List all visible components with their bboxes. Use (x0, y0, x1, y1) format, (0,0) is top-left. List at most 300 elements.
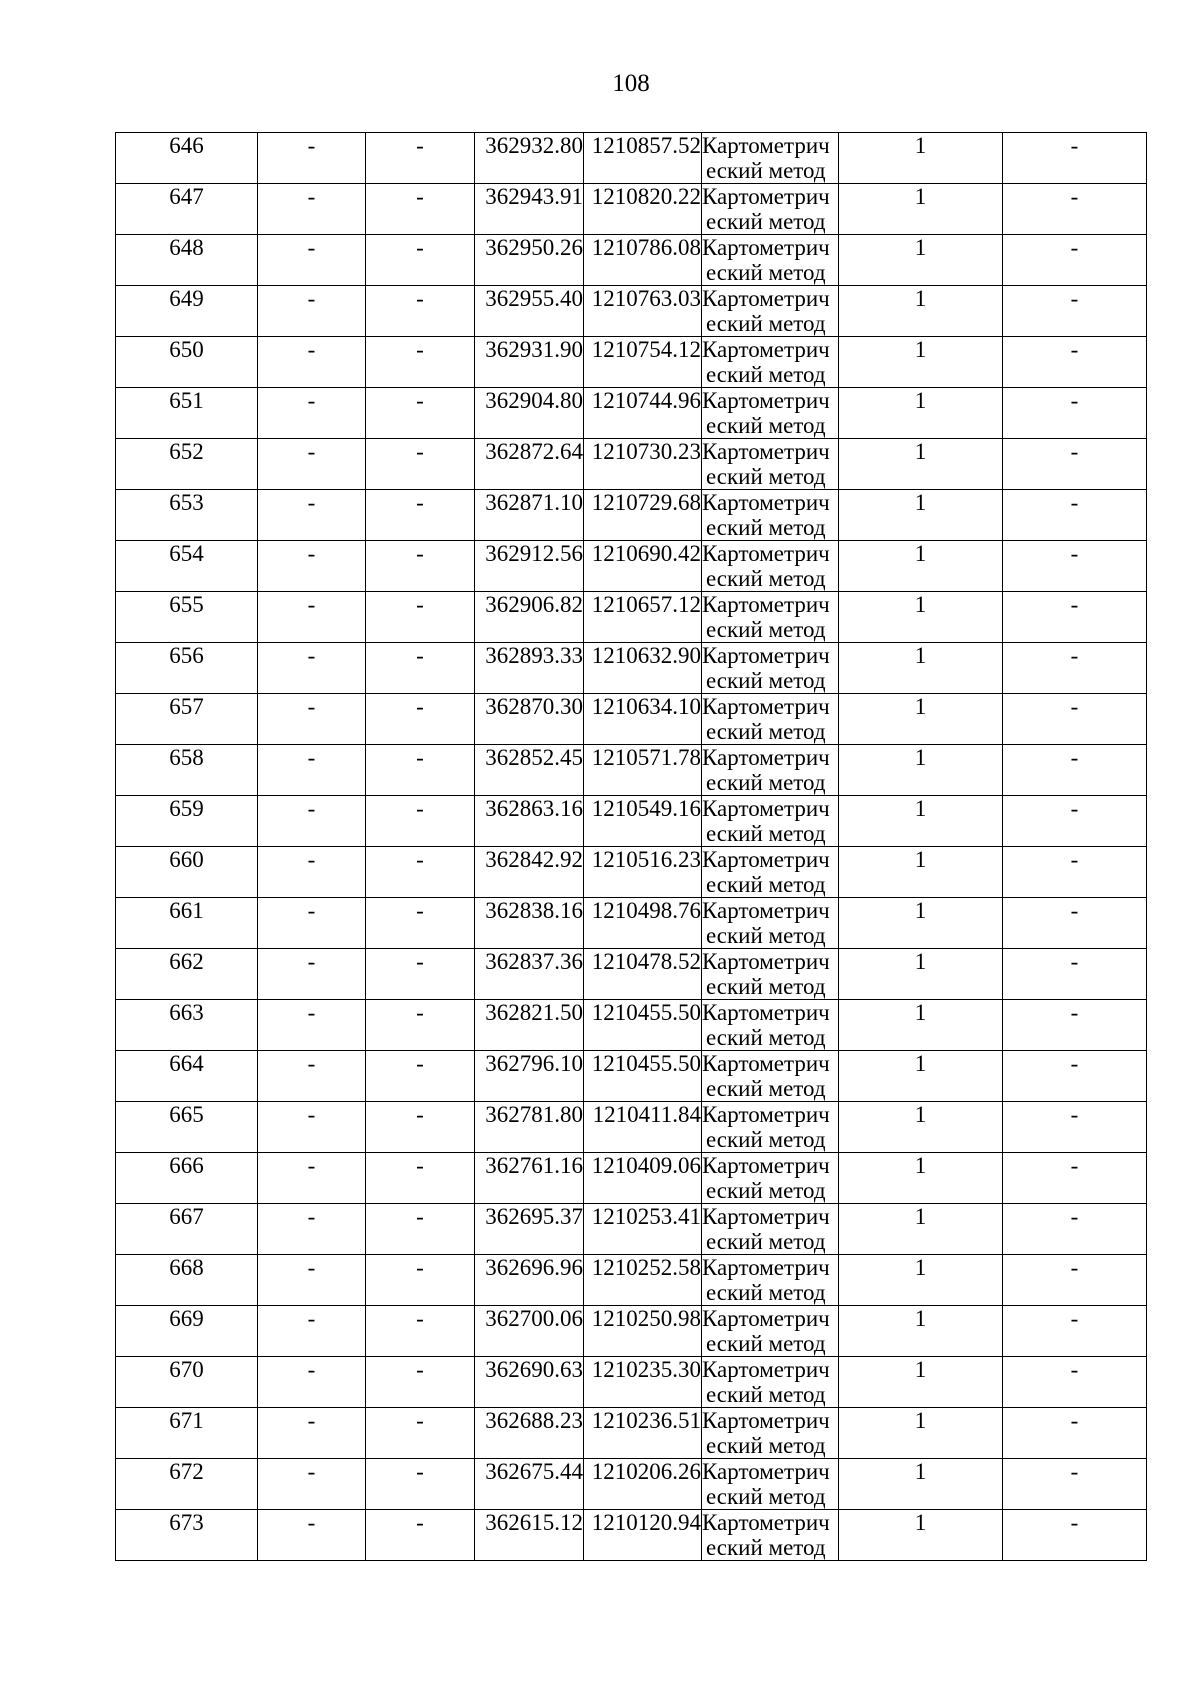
method-text-line-1: Картометрич (702, 235, 830, 260)
y-coordinate-cell: 1210857.52 (584, 133, 702, 184)
empty-dash-cell: - (1003, 1255, 1147, 1306)
empty-dash-cell: - (366, 1306, 475, 1357)
point-number-cell: 650 (116, 337, 258, 388)
method-text-line-2: еский метод (706, 1076, 826, 1101)
x-coordinate-cell: 362675.44 (475, 1459, 584, 1510)
point-number-cell: 663 (116, 1000, 258, 1051)
value-cell: 1 (839, 1051, 1003, 1102)
method-cell (702, 1357, 839, 1408)
empty-dash-cell: - (258, 694, 366, 745)
y-coordinate-cell: 1210820.22 (584, 184, 702, 235)
value-cell: 1 (839, 1102, 1003, 1153)
y-coordinate-cell: 1210754.12 (584, 337, 702, 388)
table-row (116, 1510, 1147, 1561)
empty-dash-cell: - (1003, 490, 1147, 541)
x-coordinate-cell: 362796.10 (475, 1051, 584, 1102)
empty-dash-cell: - (366, 796, 475, 847)
method-text-line-1: Картометрич (702, 1000, 830, 1025)
method-text-line-1: Картометрич (702, 1459, 830, 1484)
x-coordinate-cell: 362931.90 (475, 337, 584, 388)
point-number-cell: 669 (116, 1306, 258, 1357)
y-coordinate-cell: 1210730.23 (584, 439, 702, 490)
method-text-line-1: Картометрич (702, 949, 830, 974)
point-number-cell: 671 (116, 1408, 258, 1459)
x-coordinate-cell: 362870.30 (475, 694, 584, 745)
x-coordinate-cell: 362950.26 (475, 235, 584, 286)
value-cell: 1 (839, 745, 1003, 796)
table-row (116, 388, 1147, 439)
empty-dash-cell: - (258, 1357, 366, 1408)
method-text-line-1: Картометрич (702, 1255, 830, 1280)
y-coordinate-cell: 1210498.76 (584, 898, 702, 949)
y-coordinate-cell: 1210549.16 (584, 796, 702, 847)
method-text-line-2: еский метод (706, 923, 826, 948)
value-cell: 1 (839, 1408, 1003, 1459)
method-text-line-1: Картометрич (702, 1102, 830, 1127)
x-coordinate-cell: 362904.80 (475, 388, 584, 439)
method-text-line-1: Картометрич (702, 337, 830, 362)
point-number-cell: 659 (116, 796, 258, 847)
method-text-line-2: еский метод (706, 209, 826, 234)
point-number-cell: 664 (116, 1051, 258, 1102)
x-coordinate-cell: 362695.37 (475, 1204, 584, 1255)
y-coordinate-cell: 1210634.10 (584, 694, 702, 745)
x-coordinate-cell: 362700.06 (475, 1306, 584, 1357)
y-coordinate-cell: 1210516.23 (584, 847, 702, 898)
method-text-line-2: еский метод (706, 1280, 826, 1305)
empty-dash-cell: - (1003, 694, 1147, 745)
method-text-line-2: еский метод (706, 1433, 826, 1458)
table-row (116, 949, 1147, 1000)
method-cell (702, 235, 839, 286)
method-text-line-2: еский метод (706, 617, 826, 642)
coordinates-table (115, 132, 1147, 1561)
empty-dash-cell: - (258, 1306, 366, 1357)
x-coordinate-cell: 362872.64 (475, 439, 584, 490)
value-cell: 1 (839, 847, 1003, 898)
y-coordinate-cell: 1210120.94 (584, 1510, 702, 1561)
y-coordinate-cell: 1210455.50 (584, 1051, 702, 1102)
method-cell (702, 1255, 839, 1306)
x-coordinate-cell: 362842.92 (475, 847, 584, 898)
y-coordinate-cell: 1210632.90 (584, 643, 702, 694)
method-text-line-1: Картометрич (702, 1357, 830, 1382)
empty-dash-cell: - (258, 439, 366, 490)
value-cell: 1 (839, 490, 1003, 541)
table-row (116, 1306, 1147, 1357)
empty-dash-cell: - (1003, 1306, 1147, 1357)
x-coordinate-cell: 362690.63 (475, 1357, 584, 1408)
y-coordinate-cell: 1210411.84 (584, 1102, 702, 1153)
value-cell: 1 (839, 1204, 1003, 1255)
empty-dash-cell: - (1003, 235, 1147, 286)
empty-dash-cell: - (258, 949, 366, 1000)
table-row (116, 235, 1147, 286)
x-coordinate-cell: 362932.80 (475, 133, 584, 184)
empty-dash-cell: - (366, 592, 475, 643)
value-cell: 1 (839, 1306, 1003, 1357)
empty-dash-cell: - (366, 1459, 475, 1510)
x-coordinate-cell: 362781.80 (475, 1102, 584, 1153)
method-cell (702, 1102, 839, 1153)
y-coordinate-cell: 1210455.50 (584, 1000, 702, 1051)
empty-dash-cell: - (1003, 745, 1147, 796)
empty-dash-cell: - (258, 847, 366, 898)
method-text-line-2: еский метод (706, 362, 826, 387)
method-text-line-1: Картометрич (702, 592, 830, 617)
x-coordinate-cell: 362893.33 (475, 643, 584, 694)
method-text-line-1: Картометрич (702, 1153, 830, 1178)
y-coordinate-cell: 1210690.42 (584, 541, 702, 592)
point-number-cell: 667 (116, 1204, 258, 1255)
point-number-cell: 648 (116, 235, 258, 286)
y-coordinate-cell: 1210252.58 (584, 1255, 702, 1306)
method-cell (702, 796, 839, 847)
method-text-line-2: еский метод (706, 413, 826, 438)
x-coordinate-cell: 362761.16 (475, 1153, 584, 1204)
method-cell (702, 694, 839, 745)
method-text-line-2: еский метод (706, 974, 826, 999)
method-cell (702, 1153, 839, 1204)
method-text-line-1: Картометрич (702, 184, 830, 209)
table-row (116, 745, 1147, 796)
empty-dash-cell: - (366, 1408, 475, 1459)
method-text-line-1: Картометрич (702, 439, 830, 464)
empty-dash-cell: - (366, 1000, 475, 1051)
value-cell: 1 (839, 898, 1003, 949)
table-row (116, 643, 1147, 694)
method-cell (702, 1000, 839, 1051)
empty-dash-cell: - (1003, 949, 1147, 1000)
table-row (116, 1357, 1147, 1408)
method-cell (702, 745, 839, 796)
method-text-line-1: Картометрич (702, 1204, 830, 1229)
x-coordinate-cell: 362838.16 (475, 898, 584, 949)
point-number-cell: 649 (116, 286, 258, 337)
empty-dash-cell: - (366, 541, 475, 592)
method-text-line-2: еский метод (706, 1535, 826, 1560)
point-number-cell: 646 (116, 133, 258, 184)
y-coordinate-cell: 1210250.98 (584, 1306, 702, 1357)
method-text-line-1: Картометрич (702, 286, 830, 311)
empty-dash-cell: - (366, 337, 475, 388)
y-coordinate-cell: 1210657.12 (584, 592, 702, 643)
method-cell (702, 541, 839, 592)
empty-dash-cell: - (366, 745, 475, 796)
table-row (116, 133, 1147, 184)
method-text-line-1: Картометрич (702, 847, 830, 872)
value-cell: 1 (839, 1459, 1003, 1510)
method-cell (702, 592, 839, 643)
empty-dash-cell: - (366, 1255, 475, 1306)
method-cell (702, 337, 839, 388)
table-row (116, 1459, 1147, 1510)
point-number-cell: 656 (116, 643, 258, 694)
empty-dash-cell: - (258, 592, 366, 643)
empty-dash-cell: - (366, 133, 475, 184)
table-row (116, 592, 1147, 643)
method-cell (702, 898, 839, 949)
point-number-cell: 661 (116, 898, 258, 949)
method-cell (702, 1204, 839, 1255)
method-text-line-1: Картометрич (702, 745, 830, 770)
x-coordinate-cell: 362821.50 (475, 1000, 584, 1051)
method-text-line-2: еский метод (706, 311, 826, 336)
x-coordinate-cell: 362871.10 (475, 490, 584, 541)
empty-dash-cell: - (1003, 133, 1147, 184)
point-number-cell: 653 (116, 490, 258, 541)
method-text-line-1: Картометрич (702, 1051, 830, 1076)
point-number-cell: 662 (116, 949, 258, 1000)
value-cell: 1 (839, 694, 1003, 745)
value-cell: 1 (839, 1153, 1003, 1204)
empty-dash-cell: - (258, 1153, 366, 1204)
method-text-line-2: еский метод (706, 1127, 826, 1152)
empty-dash-cell: - (1003, 847, 1147, 898)
empty-dash-cell: - (1003, 184, 1147, 235)
value-cell: 1 (839, 1000, 1003, 1051)
empty-dash-cell: - (1003, 1357, 1147, 1408)
empty-dash-cell: - (366, 235, 475, 286)
point-number-cell: 655 (116, 592, 258, 643)
value-cell: 1 (839, 796, 1003, 847)
method-cell (702, 847, 839, 898)
empty-dash-cell: - (1003, 439, 1147, 490)
empty-dash-cell: - (1003, 1051, 1147, 1102)
table-row (116, 1102, 1147, 1153)
method-text-line-1: Картометрич (702, 796, 830, 821)
point-number-cell: 668 (116, 1255, 258, 1306)
value-cell: 1 (839, 286, 1003, 337)
x-coordinate-cell: 362906.82 (475, 592, 584, 643)
empty-dash-cell: - (258, 898, 366, 949)
table-row (116, 337, 1147, 388)
method-cell (702, 1051, 839, 1102)
empty-dash-cell: - (258, 796, 366, 847)
y-coordinate-cell: 1210478.52 (584, 949, 702, 1000)
empty-dash-cell: - (258, 184, 366, 235)
method-text-line-2: еский метод (706, 872, 826, 897)
empty-dash-cell: - (1003, 1510, 1147, 1561)
table-row (116, 1204, 1147, 1255)
method-text-line-2: еский метод (706, 1229, 826, 1254)
method-cell (702, 184, 839, 235)
method-text-line-2: еский метод (706, 158, 826, 183)
value-cell: 1 (839, 337, 1003, 388)
y-coordinate-cell: 1210235.30 (584, 1357, 702, 1408)
value-cell: 1 (839, 541, 1003, 592)
table-row (116, 541, 1147, 592)
empty-dash-cell: - (366, 1051, 475, 1102)
table-row (116, 694, 1147, 745)
y-coordinate-cell: 1210786.08 (584, 235, 702, 286)
empty-dash-cell: - (258, 1000, 366, 1051)
method-text-line-2: еский метод (706, 566, 826, 591)
method-cell (702, 1459, 839, 1510)
y-coordinate-cell: 1210236.51 (584, 1408, 702, 1459)
method-cell (702, 1408, 839, 1459)
empty-dash-cell: - (1003, 796, 1147, 847)
x-coordinate-cell: 362955.40 (475, 286, 584, 337)
value-cell: 1 (839, 643, 1003, 694)
method-text-line-1: Картометрич (702, 133, 830, 158)
method-text-line-2: еский метод (706, 668, 826, 693)
empty-dash-cell: - (1003, 898, 1147, 949)
empty-dash-cell: - (258, 1510, 366, 1561)
empty-dash-cell: - (366, 898, 475, 949)
table-row (116, 1255, 1147, 1306)
table-row (116, 184, 1147, 235)
empty-dash-cell: - (366, 490, 475, 541)
empty-dash-cell: - (366, 439, 475, 490)
method-cell (702, 949, 839, 1000)
empty-dash-cell: - (1003, 1408, 1147, 1459)
point-number-cell: 654 (116, 541, 258, 592)
empty-dash-cell: - (258, 490, 366, 541)
point-number-cell: 660 (116, 847, 258, 898)
y-coordinate-cell: 1210763.03 (584, 286, 702, 337)
empty-dash-cell: - (1003, 1102, 1147, 1153)
method-text-line-2: еский метод (706, 260, 826, 285)
empty-dash-cell: - (258, 133, 366, 184)
table-row (116, 1408, 1147, 1459)
empty-dash-cell: - (366, 1204, 475, 1255)
empty-dash-cell: - (258, 541, 366, 592)
table-row (116, 898, 1147, 949)
method-text-line-1: Картометрич (702, 898, 830, 923)
x-coordinate-cell: 362863.16 (475, 796, 584, 847)
table-row (116, 286, 1147, 337)
method-text-line-1: Картометрич (702, 1408, 830, 1433)
y-coordinate-cell: 1210744.96 (584, 388, 702, 439)
empty-dash-cell: - (1003, 286, 1147, 337)
point-number-cell: 666 (116, 1153, 258, 1204)
y-coordinate-cell: 1210729.68 (584, 490, 702, 541)
empty-dash-cell: - (258, 337, 366, 388)
empty-dash-cell: - (258, 235, 366, 286)
value-cell: 1 (839, 133, 1003, 184)
empty-dash-cell: - (366, 388, 475, 439)
empty-dash-cell: - (366, 1102, 475, 1153)
empty-dash-cell: - (366, 286, 475, 337)
empty-dash-cell: - (1003, 1153, 1147, 1204)
empty-dash-cell: - (366, 1357, 475, 1408)
table-body (116, 133, 1147, 1561)
method-cell (702, 643, 839, 694)
table-row (116, 847, 1147, 898)
value-cell: 1 (839, 949, 1003, 1000)
value-cell: 1 (839, 1357, 1003, 1408)
method-text-line-2: еский метод (706, 1382, 826, 1407)
y-coordinate-cell: 1210206.26 (584, 1459, 702, 1510)
method-text-line-1: Картометрич (702, 388, 830, 413)
empty-dash-cell: - (366, 643, 475, 694)
empty-dash-cell: - (258, 1255, 366, 1306)
method-text-line-1: Картометрич (702, 1510, 830, 1535)
empty-dash-cell: - (1003, 388, 1147, 439)
y-coordinate-cell: 1210409.06 (584, 1153, 702, 1204)
empty-dash-cell: - (366, 847, 475, 898)
empty-dash-cell: - (1003, 592, 1147, 643)
y-coordinate-cell: 1210571.78 (584, 745, 702, 796)
method-text-line-2: еский метод (706, 1331, 826, 1356)
method-cell (702, 1306, 839, 1357)
empty-dash-cell: - (1003, 1459, 1147, 1510)
table-row (116, 1051, 1147, 1102)
value-cell: 1 (839, 592, 1003, 643)
empty-dash-cell: - (1003, 337, 1147, 388)
method-text-line-2: еский метод (706, 515, 826, 540)
method-text-line-2: еский метод (706, 719, 826, 744)
empty-dash-cell: - (366, 1153, 475, 1204)
x-coordinate-cell: 362912.56 (475, 541, 584, 592)
method-text-line-2: еский метод (706, 770, 826, 795)
method-text-line-1: Картометрич (702, 694, 830, 719)
point-number-cell: 673 (116, 1510, 258, 1561)
method-cell (702, 1510, 839, 1561)
empty-dash-cell: - (366, 184, 475, 235)
point-number-cell: 651 (116, 388, 258, 439)
method-text-line-2: еский метод (706, 1025, 826, 1050)
empty-dash-cell: - (366, 694, 475, 745)
method-cell (702, 439, 839, 490)
empty-dash-cell: - (258, 1408, 366, 1459)
method-text-line-1: Картометрич (702, 643, 830, 668)
method-cell (702, 286, 839, 337)
y-coordinate-cell: 1210253.41 (584, 1204, 702, 1255)
empty-dash-cell: - (366, 1510, 475, 1561)
empty-dash-cell: - (258, 745, 366, 796)
method-text-line-2: еский метод (706, 1484, 826, 1509)
method-text-line-1: Картометрич (702, 1306, 830, 1331)
empty-dash-cell: - (1003, 1000, 1147, 1051)
empty-dash-cell: - (258, 1051, 366, 1102)
empty-dash-cell: - (258, 1204, 366, 1255)
value-cell: 1 (839, 1255, 1003, 1306)
table-row (116, 490, 1147, 541)
point-number-cell: 672 (116, 1459, 258, 1510)
method-text-line-2: еский метод (706, 1178, 826, 1203)
empty-dash-cell: - (258, 643, 366, 694)
point-number-cell: 657 (116, 694, 258, 745)
method-cell (702, 388, 839, 439)
method-text-line-2: еский метод (706, 821, 826, 846)
x-coordinate-cell: 362696.96 (475, 1255, 584, 1306)
point-number-cell: 670 (116, 1357, 258, 1408)
table-row (116, 1153, 1147, 1204)
x-coordinate-cell: 362688.23 (475, 1408, 584, 1459)
point-number-cell: 658 (116, 745, 258, 796)
empty-dash-cell: - (1003, 643, 1147, 694)
table-row (116, 1000, 1147, 1051)
point-number-cell: 652 (116, 439, 258, 490)
x-coordinate-cell: 362615.12 (475, 1510, 584, 1561)
empty-dash-cell: - (258, 1102, 366, 1153)
point-number-cell: 647 (116, 184, 258, 235)
empty-dash-cell: - (258, 388, 366, 439)
empty-dash-cell: - (258, 1459, 366, 1510)
table-row (116, 796, 1147, 847)
empty-dash-cell: - (1003, 1204, 1147, 1255)
value-cell: 1 (839, 439, 1003, 490)
method-text-line-1: Картометрич (702, 541, 830, 566)
empty-dash-cell: - (366, 949, 475, 1000)
point-number-cell: 665 (116, 1102, 258, 1153)
method-text-line-2: еский метод (706, 464, 826, 489)
value-cell: 1 (839, 235, 1003, 286)
method-text-line-1: Картометрич (702, 490, 830, 515)
method-cell (702, 133, 839, 184)
